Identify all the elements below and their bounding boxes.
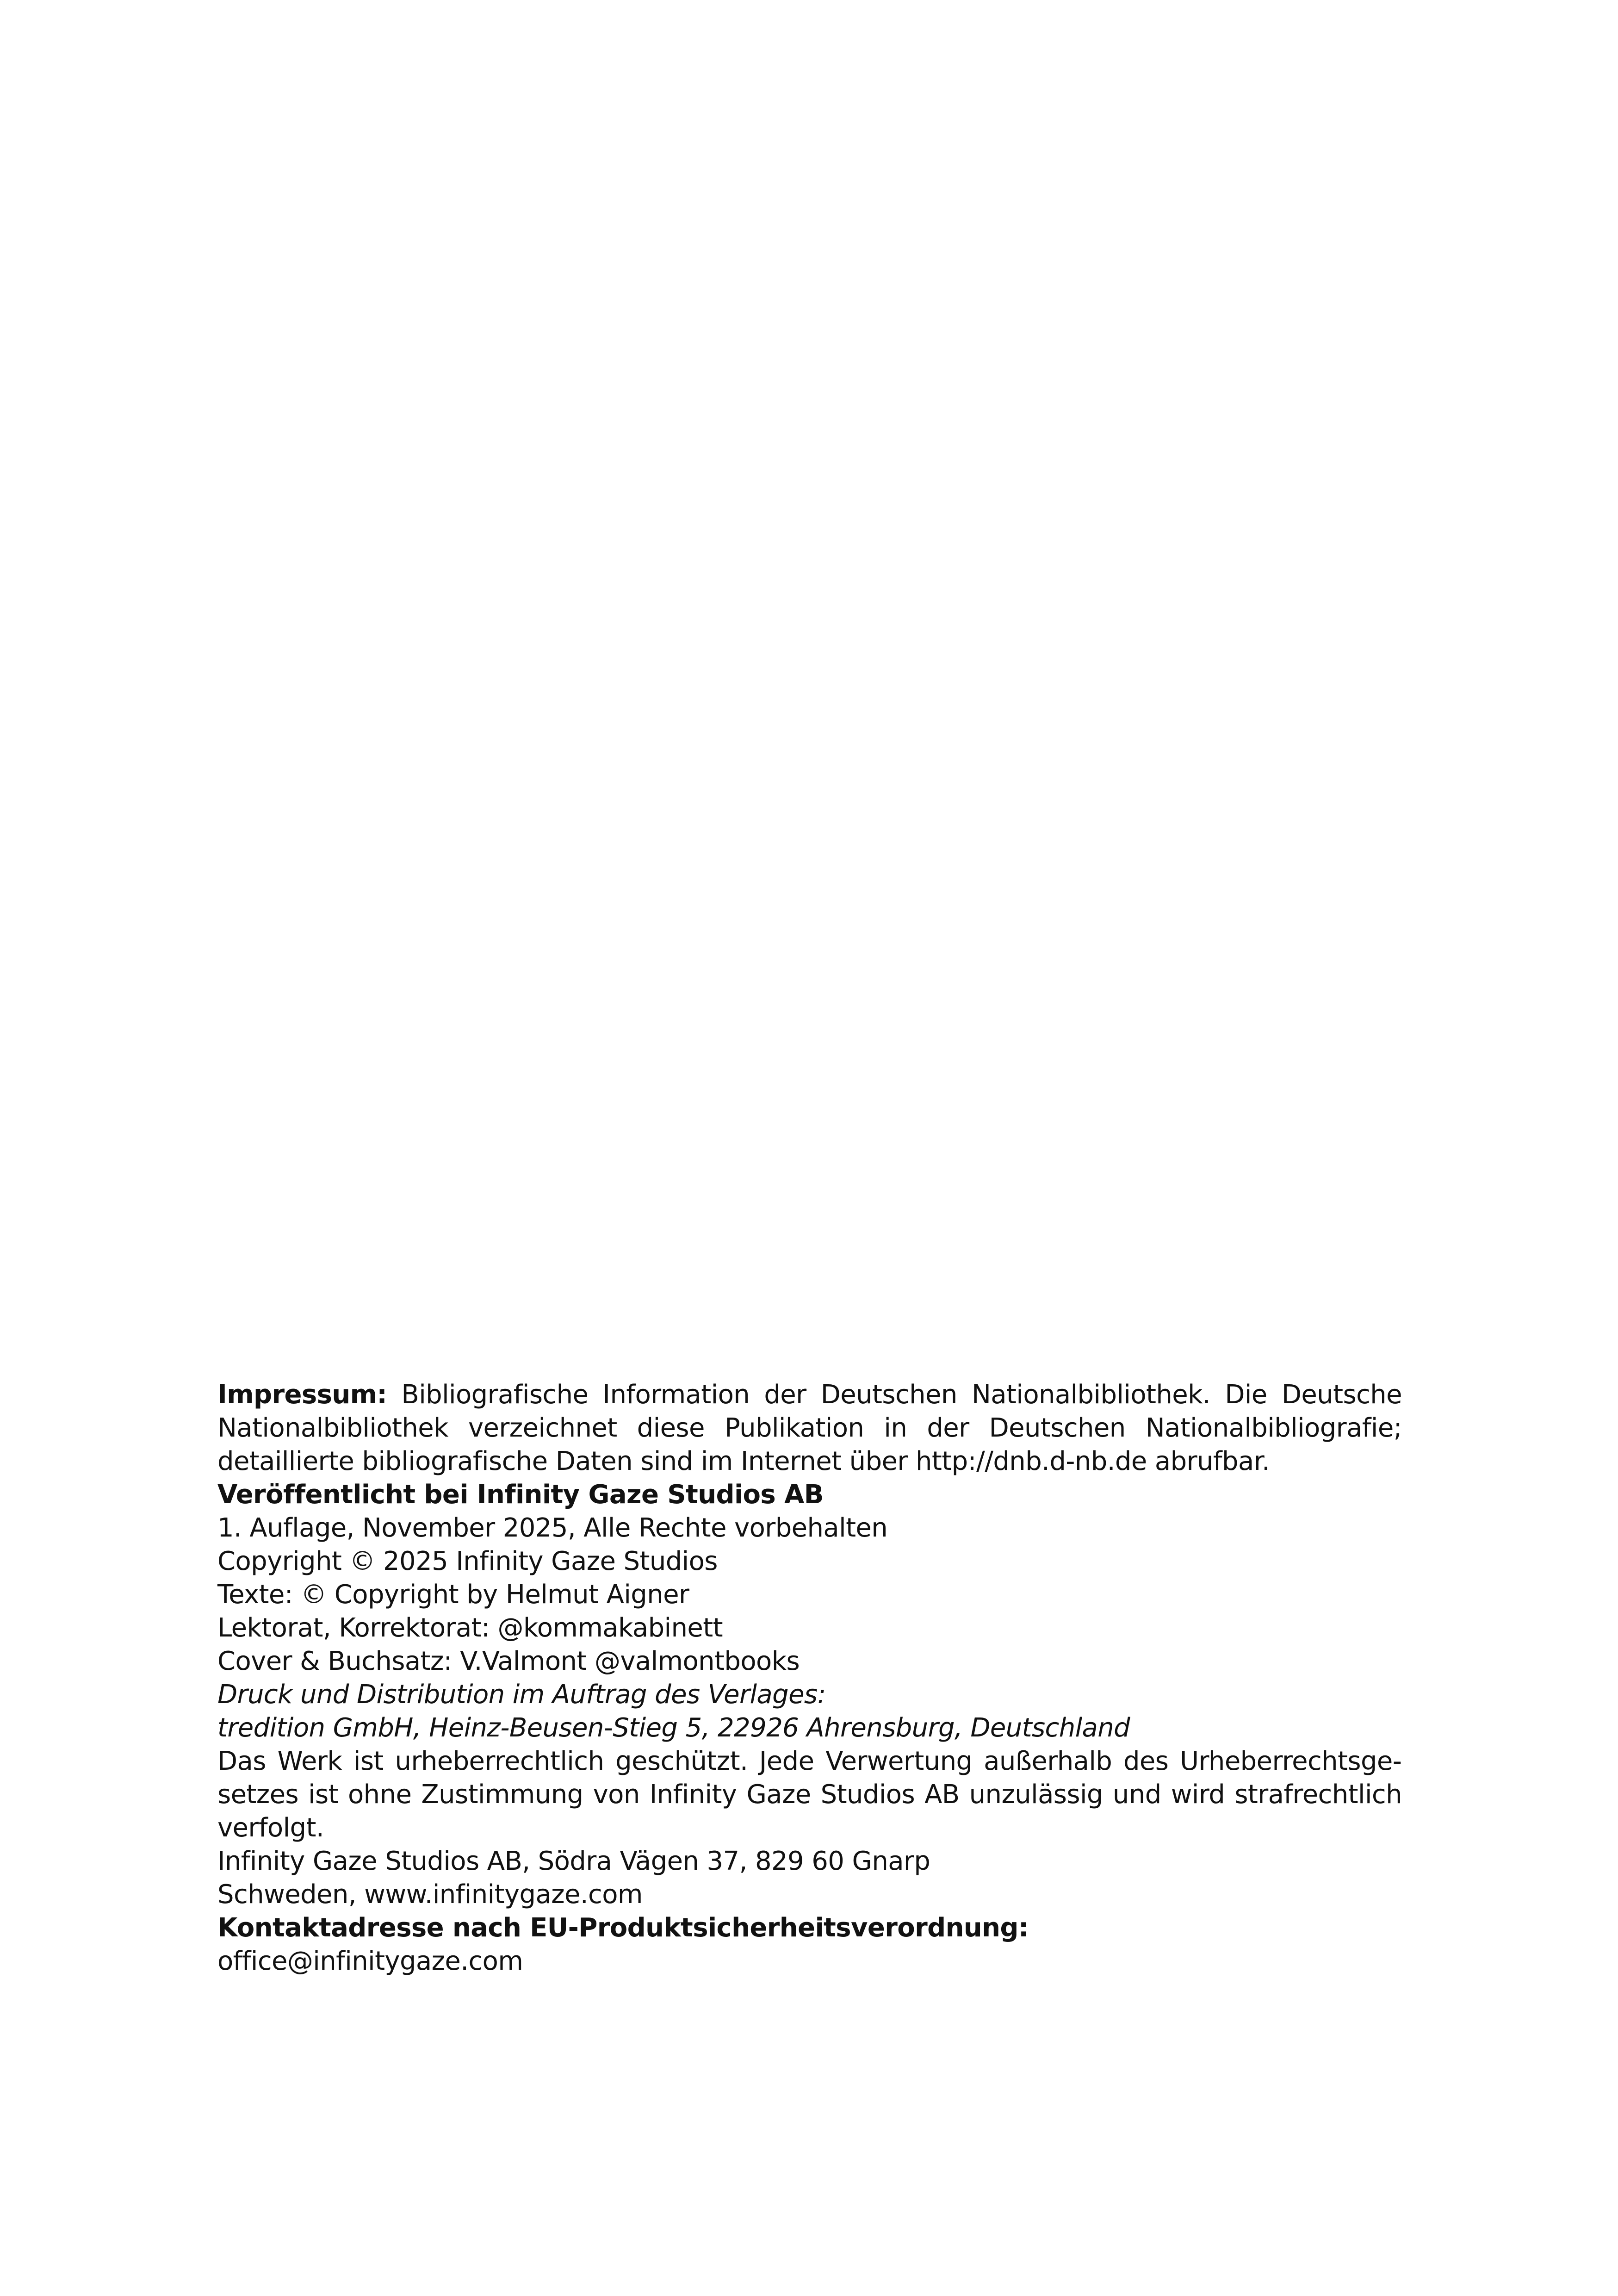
impressum-text: Bibliografische Information der Deutschen Nationalbibliothek. Die Deutsche Nationalbibliothek verzeichnet diese Publikation in der Deutschen Nationalbibliografie; detaillierte bibliografische Daten sind im Internet über http://dnb.d-nb.de abrufbar. (217, 1380, 1402, 1476)
cover-line: Cover & Buchsatz: V.Valmont @valmontbooks (217, 1646, 800, 1676)
edition-line: 1. Auflage, November 2025, Alle Rechte vorbehalten (217, 1513, 888, 1543)
impressum-label: Impressum: (217, 1380, 387, 1410)
address-line-1: Infinity Gaze Studios AB, Södra Vägen 37, 829 60 Gnarp (217, 1846, 930, 1876)
imprint-block (217, 1378, 1402, 1978)
editing-line: Lektorat, Korrektorat: @kommakabinett (217, 1613, 723, 1643)
contact-email: office@infinitygaze.com (217, 1946, 523, 1976)
publisher-line: Veröffentlicht bei Infinity Gaze Studios AB (217, 1480, 824, 1510)
print-label: Druck und Distribution im Auftrag des Verlages: (217, 1680, 826, 1710)
texts-line: Texte: © Copyright by Helmut Aigner (217, 1580, 689, 1610)
copyright-line: Copyright © 2025 Infinity Gaze Studios (217, 1546, 718, 1576)
print-address: tredition GmbH, Heinz-Beusen-Stieg 5, 22926 Ahrensburg, Deutschland (217, 1713, 1130, 1743)
contact-label: Kontaktadresse nach EU-Produktsicherheitsverordnung: (217, 1913, 1029, 1943)
rights-paragraph: Das Werk ist urheberrechtlich geschützt. Jede Verwertung außerhalb des Urheberrechtsgesetzes ist ohne Zustimmung von Infinity Gaze Studios AB unzulässig und wird strafrechtlich verfolgt. (217, 1746, 1402, 1843)
impressum-paragraph (217, 1378, 1402, 1478)
address-line-2: Schweden, www.infinitygaze.com (217, 1879, 643, 1910)
